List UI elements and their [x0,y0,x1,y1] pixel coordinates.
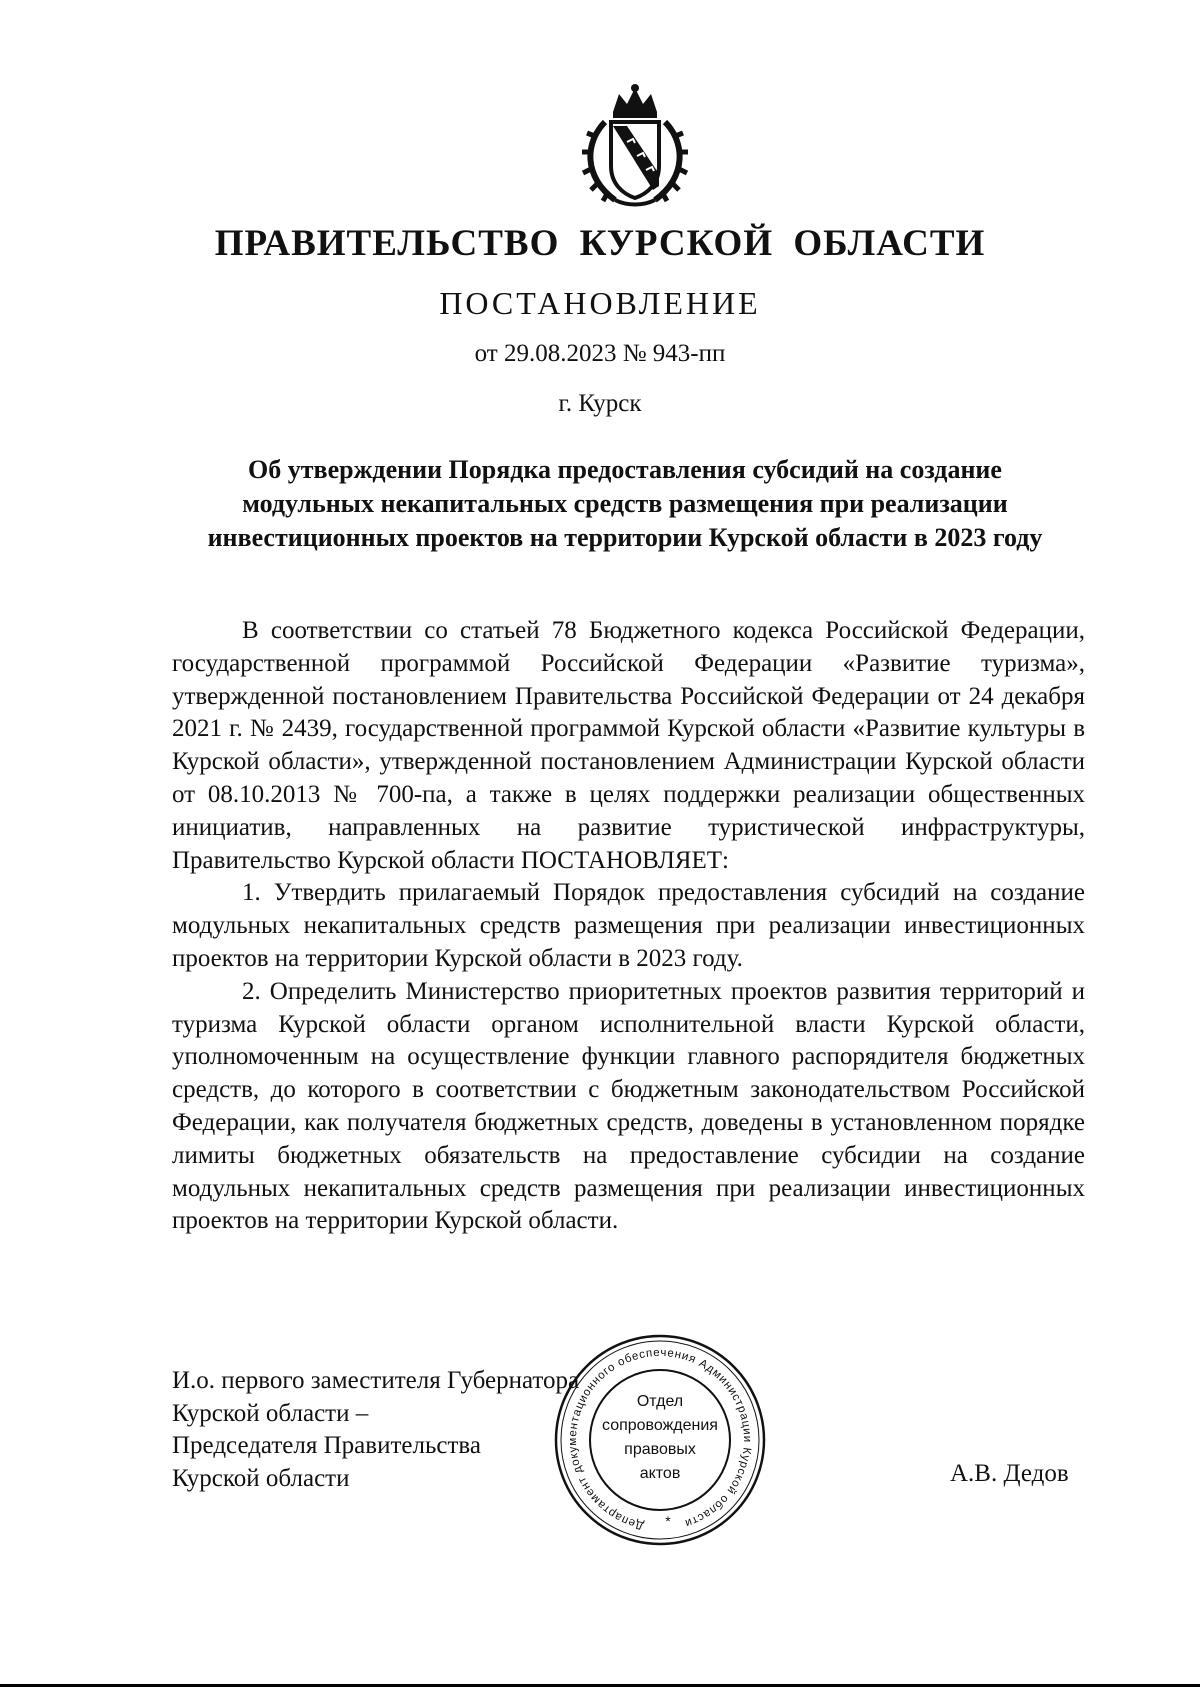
stamp-star: * [665,1513,671,1529]
kursk-coat-of-arms-icon [575,82,695,210]
item-2-paragraph: 2. Определить Министерство приоритетных проектов развития территорий и туризма Курской области органом исполнительной власти Курской области, уполномоченным на осуществление функции главного распорядителя бюджетных средств, до которого в соответствии с бюджетным законодательством Российской Федерации, как получателя бюджетных средств, доведены в установленном порядке лимиты бюджетных обязательств на предоставление субсидии на создание модульных некапитальных средств размещения при реализации инвестиционных проектов на территории Курской области. [172,977,1085,1235]
signatory-position-line: Курской области – [172,1399,369,1427]
official-stamp [550,1330,770,1550]
stamp-outer-text: Департамент документационного обеспечения Администрации Курской области [566,1346,754,1532]
signatory-name: А.В. Дедов [950,1460,1069,1487]
subject-line: Об утверждении Порядка предоставления субсидий на создание [248,455,1002,484]
signatory-position [172,1365,579,1495]
stamp-inner-line: актов [639,1465,681,1482]
signatory-position-line: Курской области [172,1464,350,1492]
stamp-inner-line: сопровождения [602,1417,718,1434]
subject-line: инвестиционных проектов на территории Курской области в 2023 году [207,523,1043,552]
organization-title: ПРАВИТЕЛЬСТВО КУРСКОЙ ОБЛАСТИ [214,223,986,264]
document-city: г. Курск [558,390,642,417]
document-type: ПОСТАНОВЛЕНИЕ [439,285,761,321]
signatory-position-line: Председателя Правительства [172,1432,481,1459]
stamp-inner-line: правовых [624,1441,696,1458]
document-date-number: от 29.08.2023 № 943-пп [474,340,726,367]
preamble-paragraph: В соответствии со статьей 78 Бюджетного кодекса Российской Федерации, государственной программой Российской Федерации «Развитие туризма», утвержденной постановлением Правительства Российской Федерации от 24 декабря 2021 г. № 2439, государственной программой Курской области «Развитие культуры в Курской области», утвержденной постановлением Администрации Курской области от 08.10.2013 № 700-па, а также в целях поддержки реализации общественных инициатив, направленных на развитие туристической инфраструктуры, Правительство Курской области ПОСТАНОВЛЯЕТ: [172,617,1085,874]
stamp-inner-line: Отдел [636,1393,684,1410]
signatory-position-line: И.о. первого заместителя Губернатора [172,1367,580,1394]
document-subject [170,453,1080,555]
subject-line: модульных некапитальных средств размещения при реализации [242,489,1008,518]
item-1-paragraph: 1. Утвердить прилагаемый Порядок предоставления субсидий на создание модульных некапитальных средств размещения при реализации инвестиционных проектов на территории Курской области в 2023 году. [172,879,1085,972]
page-bottom-border [0,1684,1200,1687]
svg-text:Департамент документационного [567,1347,753,1531]
document-body [172,615,1085,1238]
